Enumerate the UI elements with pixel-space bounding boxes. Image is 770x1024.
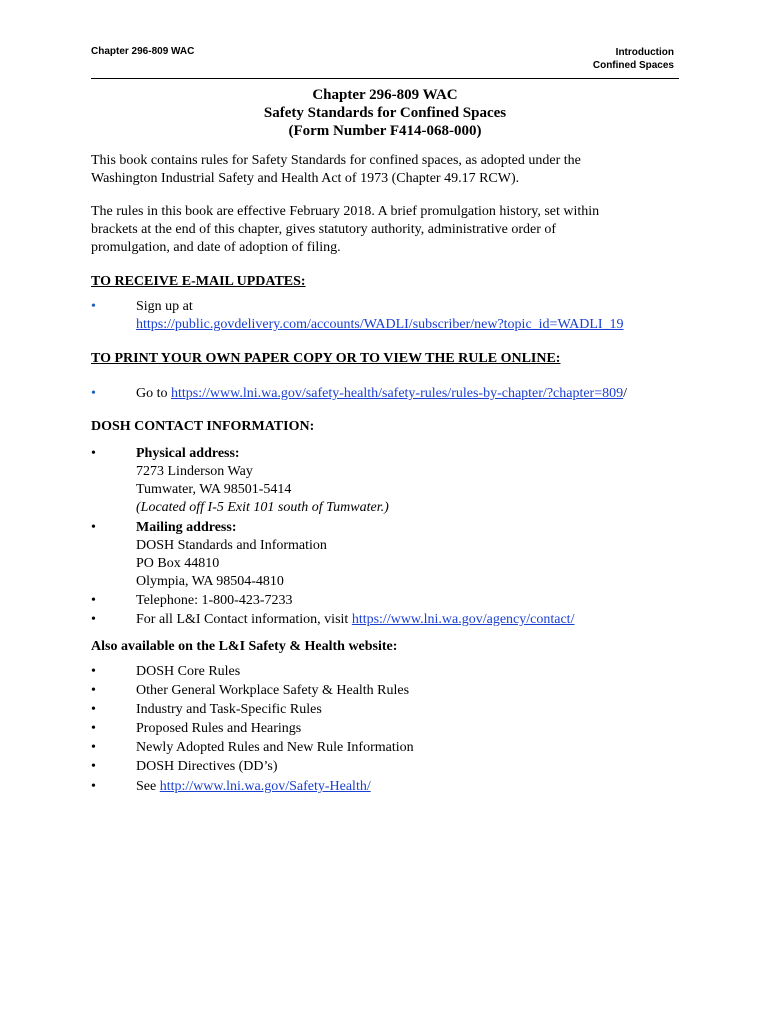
see-text: See	[136, 779, 160, 794]
intro-p1-line2: Washington Industrial Safety and Health Act of 1973 (Chapter 49.17 RCW).	[91, 171, 520, 186]
title-line2: Safety Standards for Confined Spaces	[263, 105, 507, 121]
header-section	[593, 46, 674, 72]
bullet-icon: •	[91, 721, 96, 736]
header-section-line2: Confined Spaces	[592, 60, 674, 71]
intro-paragraph-1	[91, 152, 679, 188]
safety-health-link[interactable]: http://www.lni.wa.gov/Safety-Health/	[159, 779, 371, 794]
mailing-address-line2: PO Box 44810	[136, 556, 220, 571]
physical-address-line1: 7273 Linderson Way	[136, 464, 253, 479]
physical-address-line2: Tumwater, WA 98501-5414	[136, 482, 292, 497]
physical-address-note: (Located off I-5 Exit 101 south of Tumwater.)	[136, 500, 389, 515]
bullet-icon: •	[91, 759, 96, 774]
intro-p2-line2: brackets at the end of this chapter, gives statutory authority, administrative order of	[91, 222, 557, 237]
bullet-icon: •	[91, 593, 96, 608]
mailing-address-label: Mailing address:	[136, 520, 237, 535]
bullet-icon: •	[91, 779, 96, 794]
bullet-icon: •	[91, 386, 96, 401]
email-updates-heading: TO RECEIVE E-MAIL UPDATES:	[91, 274, 306, 289]
list-item-label: Newly Adopted Rules and New Rule Information	[136, 740, 414, 755]
bullet-icon: •	[91, 664, 96, 679]
list-item-label: DOSH Core Rules	[136, 664, 241, 679]
bullet-icon: •	[91, 740, 96, 755]
header-section-line1: Introduction	[615, 47, 674, 58]
list-item-label: Other General Workplace Safety & Health Rules	[136, 683, 410, 698]
bullet-icon: •	[91, 702, 96, 717]
mailing-address-line3: Olympia, WA 98504-4810	[136, 574, 284, 589]
intro-p2-line1: The rules in this book are effective February 2018. A brief promulgation history, set within	[91, 204, 600, 219]
print-copy-text: Go to	[136, 386, 171, 401]
bullet-icon: •	[91, 520, 96, 535]
telephone-text: Telephone: 1-800-423-7233	[136, 593, 293, 608]
list-item-label: Industry and Task-Specific Rules	[136, 702, 322, 717]
document-title	[91, 86, 679, 140]
rule-online-link[interactable]: https://www.lni.wa.gov/safety-health/safety-rules/rules-by-chapter/?chapter=809	[171, 386, 624, 401]
print-copy-heading: TO PRINT YOUR OWN PAPER COPY OR TO VIEW THE RULE ONLINE:	[91, 351, 561, 366]
intro-paragraph-2	[91, 203, 679, 257]
physical-address-label: Physical address:	[136, 446, 240, 461]
list-item-label: Proposed Rules and Hearings	[136, 721, 302, 736]
title-line1: Chapter 296-809 WAC	[312, 87, 458, 103]
bullet-icon: •	[91, 683, 96, 698]
mailing-address-line1: DOSH Standards and Information	[136, 538, 327, 553]
intro-p1-line1: This book contains rules for Safety Standards for confined spaces, as adopted under the	[91, 153, 581, 168]
print-copy-trail: /	[623, 386, 628, 401]
also-available-heading: Also available on the L&I Safety & Health website:	[91, 639, 398, 654]
header-divider	[91, 78, 679, 79]
email-signup-link[interactable]: https://public.govdelivery.com/accounts/WADLI/subscriber/new?topic_id=WADLI_19	[136, 317, 624, 332]
list-item-label: DOSH Directives (DD’s)	[136, 759, 278, 774]
bullet-icon: •	[91, 446, 96, 461]
bullet-icon: •	[91, 299, 96, 314]
header-chapter: Chapter 296-809 WAC	[91, 46, 195, 57]
dosh-contact-heading: DOSH CONTACT INFORMATION:	[91, 419, 315, 434]
contact-info-text: For all L&I Contact information, visit	[136, 612, 352, 627]
email-updates-text: Sign up at	[136, 299, 193, 314]
intro-p2-line3: promulgation, and date of adoption of filing.	[91, 240, 341, 255]
agency-contact-link[interactable]: https://www.lni.wa.gov/agency/contact/	[351, 612, 575, 627]
title-line3: (Form Number F414-068-000)	[288, 123, 482, 139]
bullet-icon: •	[91, 612, 96, 627]
